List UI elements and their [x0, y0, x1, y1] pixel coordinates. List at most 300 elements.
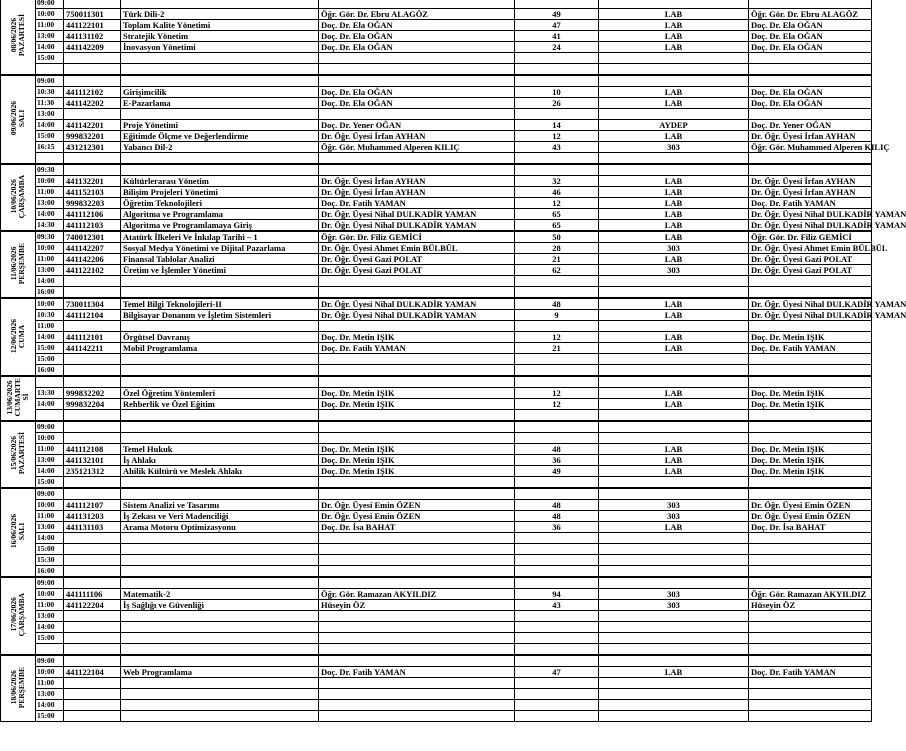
exam-time: 11:00: [36, 600, 64, 611]
schedule-row: [1, 511, 872, 522]
course-code: 441152103: [64, 187, 121, 198]
supervisor: [749, 544, 872, 555]
course-code: [64, 276, 121, 287]
exam-room: [599, 622, 749, 633]
course-code: [64, 164, 121, 176]
student-count: 12: [515, 332, 599, 343]
student-count: [515, 577, 599, 589]
exam-time: 10:00: [36, 500, 64, 511]
course-code: [64, 64, 121, 76]
course-name: [121, 633, 319, 644]
course-name: [121, 153, 319, 165]
course-name: [121, 321, 319, 332]
student-count: [515, 0, 599, 9]
supervisor: [749, 488, 872, 500]
exam-room: [599, 611, 749, 622]
exam-time: 09:00: [36, 488, 64, 500]
student-count: 41: [515, 31, 599, 42]
schedule-row: [1, 555, 872, 566]
student-count: 49: [515, 466, 599, 477]
instructor: [319, 544, 515, 555]
supervisor: [749, 433, 872, 444]
supervisor: [749, 365, 872, 377]
schedule-row: [1, 500, 872, 511]
supervisor: Öğr. Gör. Dr. Filiz GEMİCİ: [749, 231, 872, 243]
course-name: Finansal Tablolar Analizi: [121, 254, 319, 265]
schedule-row: [1, 365, 872, 377]
schedule-row: [1, 433, 872, 444]
course-code: 999832201: [64, 131, 121, 142]
student-count: 9: [515, 310, 599, 321]
instructor: Dr. Öğr. Üyesi Nihal DULKADİR YAMAN: [319, 298, 515, 310]
student-count: [515, 655, 599, 667]
instructor: [319, 109, 515, 120]
schedule-row: [1, 42, 872, 53]
exam-room: 303: [599, 142, 749, 153]
course-code: 999832202: [64, 388, 121, 399]
supervisor: [749, 164, 872, 176]
supervisor: [749, 678, 872, 689]
schedule-row: [1, 444, 872, 455]
student-count: 49: [515, 9, 599, 20]
course-code: [64, 577, 121, 589]
student-count: 24: [515, 42, 599, 53]
course-code: 441131103: [64, 522, 121, 533]
day-label: 08/06/2026 PAZARTESİ: [9, 13, 26, 57]
course-name: [121, 365, 319, 377]
student-count: 36: [515, 455, 599, 466]
exam-room: [599, 276, 749, 287]
schedule-row: [1, 298, 872, 310]
schedule-row: [1, 611, 872, 622]
exam-room: 303: [599, 600, 749, 611]
exam-room: [599, 655, 749, 667]
supervisor: Doç. Dr. Ela OĞAN: [749, 87, 872, 98]
course-code: 441112103: [64, 220, 121, 232]
course-name: Atatürk İlkeleri Ve İnkılap Tarihi – 1: [121, 231, 319, 243]
course-code: 441131203: [64, 511, 121, 522]
exam-time: 13:00: [36, 611, 64, 622]
schedule-row: [1, 198, 872, 209]
course-code: 431212301: [64, 142, 121, 153]
course-name: [121, 421, 319, 433]
course-code: 441142211: [64, 343, 121, 354]
student-count: [515, 488, 599, 500]
exam-room: [599, 109, 749, 120]
supervisor: [749, 354, 872, 365]
supervisor: Dr. Öğr. Üyesi Nihal DULKADİR YAMAN: [749, 220, 872, 232]
student-count: [515, 700, 599, 711]
exam-time: 10:00: [36, 589, 64, 600]
course-code: 441122101: [64, 20, 121, 31]
supervisor: [749, 566, 872, 578]
course-name: İş Ahlakı: [121, 455, 319, 466]
exam-time: 10:00: [36, 298, 64, 310]
schedule-row: [1, 477, 872, 489]
instructor: Dr. Öğr. Üyesi Nihal DULKADİR YAMAN: [319, 220, 515, 232]
schedule-row: [1, 287, 872, 299]
supervisor: [749, 533, 872, 544]
student-count: [515, 321, 599, 332]
student-count: [515, 354, 599, 365]
schedule-row: [1, 488, 872, 500]
schedule-row: [1, 64, 872, 76]
course-code: [64, 689, 121, 700]
course-name: [121, 700, 319, 711]
supervisor: [749, 477, 872, 489]
instructor: [319, 633, 515, 644]
course-name: Örgütsel Davranış: [121, 332, 319, 343]
course-name: [121, 376, 319, 388]
course-name: Proje Yönetimi: [121, 120, 319, 131]
instructor: Doç. Dr. İsa BAHAT: [319, 522, 515, 533]
course-name: Stratejik Yönetim: [121, 31, 319, 42]
exam-room: 303: [599, 589, 749, 600]
instructor: Öğr. Gör. Muhammed Alperen KILIÇ: [319, 142, 515, 153]
course-code: [64, 711, 121, 722]
course-code: 750011301: [64, 9, 121, 20]
student-count: 12: [515, 131, 599, 142]
course-code: [64, 655, 121, 667]
exam-time: 15:00: [36, 544, 64, 555]
student-count: 43: [515, 600, 599, 611]
exam-time: 14:00: [36, 399, 64, 410]
student-count: [515, 633, 599, 644]
supervisor: [749, 64, 872, 76]
course-code: [64, 477, 121, 489]
student-count: [515, 555, 599, 566]
exam-time: 15:00: [36, 131, 64, 142]
supervisor: Dr. Öğr. Üyesi Nihal DULKADİR YAMAN: [749, 298, 872, 310]
student-count: [515, 711, 599, 722]
schedule-row: [1, 321, 872, 332]
course-code: 441142202: [64, 98, 121, 109]
exam-room: [599, 689, 749, 700]
instructor: Doç. Dr. Metin IŞIK: [319, 455, 515, 466]
student-count: [515, 75, 599, 87]
exam-room: [599, 633, 749, 644]
exam-room: LAB: [599, 98, 749, 109]
student-count: [515, 477, 599, 489]
schedule-row: [1, 20, 872, 31]
course-name: [121, 533, 319, 544]
supervisor: Dr. Öğr. Üyesi İrfan AYHAN: [749, 176, 872, 187]
exam-room: [599, 164, 749, 176]
instructor: [319, 678, 515, 689]
course-code: [64, 354, 121, 365]
supervisor: [749, 644, 872, 656]
schedule-row: [1, 455, 872, 466]
instructor: Doç. Dr. Metin IŞIK: [319, 399, 515, 410]
exam-room: [599, 376, 749, 388]
schedule-row: [1, 153, 872, 165]
course-name: [121, 433, 319, 444]
day-label: 18/06/2026 PERŞEMBE: [9, 666, 26, 709]
instructor: Doç. Dr. Metin IŞIK: [319, 388, 515, 399]
course-code: [64, 533, 121, 544]
course-code: [64, 678, 121, 689]
course-name: Algoritma ve Programlamaya Giriş: [121, 220, 319, 232]
schedule-row: [1, 600, 872, 611]
instructor: Dr. Öğr. Üyesi Ahmet Emin BÜLBÜL: [319, 243, 515, 254]
student-count: 65: [515, 220, 599, 232]
day-label: 10/06/2026 ÇARŞAMBA: [9, 174, 26, 219]
exam-time: 11:00: [36, 511, 64, 522]
schedule-row: [1, 243, 872, 254]
exam-room: LAB: [599, 298, 749, 310]
supervisor: Doç. Dr. Metin IŞIK: [749, 332, 872, 343]
course-code: [64, 321, 121, 332]
supervisor: [749, 321, 872, 332]
exam-room: LAB: [599, 31, 749, 42]
exam-room: LAB: [599, 388, 749, 399]
course-name: [121, 75, 319, 87]
exam-time: 14:00: [36, 700, 64, 711]
student-count: [515, 164, 599, 176]
exam-room: 303: [599, 511, 749, 522]
instructor: [319, 410, 515, 422]
supervisor: Doç. Dr. Fatih YAMAN: [749, 198, 872, 209]
course-name: Web Programlama: [121, 667, 319, 678]
exam-room: 303: [599, 500, 749, 511]
course-name: [121, 164, 319, 176]
schedule-row: [1, 678, 872, 689]
exam-time: 16:00: [36, 365, 64, 377]
instructor: Doç. Dr. Ela OĞAN: [319, 31, 515, 42]
instructor: [319, 421, 515, 433]
exam-room: [599, 577, 749, 589]
course-name: [121, 287, 319, 299]
course-name: Kültürlerarası Yönetim: [121, 176, 319, 187]
exam-room: LAB: [599, 9, 749, 20]
exam-room: [599, 488, 749, 500]
supervisor: [749, 633, 872, 644]
instructor: [319, 477, 515, 489]
schedule-row: [1, 142, 872, 153]
schedule-row: [1, 667, 872, 678]
supervisor: [749, 655, 872, 667]
course-code: 999832203: [64, 198, 121, 209]
day-label: 17/06/2026 ÇARŞAMBA: [9, 593, 26, 637]
instructor: [319, 644, 515, 656]
exam-room: [599, 711, 749, 722]
schedule-row: [1, 254, 872, 265]
day-label-cell: [1, 164, 36, 231]
course-code: 441112108: [64, 444, 121, 455]
course-code: 441142207: [64, 243, 121, 254]
exam-time: 13:00: [36, 31, 64, 42]
course-code: [64, 376, 121, 388]
exam-time: 14:00: [36, 120, 64, 131]
instructor: [319, 276, 515, 287]
supervisor: Dr. Öğr. Üyesi İrfan AYHAN: [749, 131, 872, 142]
schedule-row: [1, 120, 872, 131]
schedule-row: [1, 265, 872, 276]
schedule-row: [1, 622, 872, 633]
student-count: 43: [515, 142, 599, 153]
supervisor: [749, 577, 872, 589]
student-count: [515, 611, 599, 622]
supervisor: Öğr. Gör. Dr. Ebru ALAGÖZ: [749, 9, 872, 20]
exam-time: 15:00: [36, 633, 64, 644]
instructor: [319, 64, 515, 76]
instructor: [319, 321, 515, 332]
exam-time: 15:00: [36, 343, 64, 354]
course-code: [64, 633, 121, 644]
schedule-row: [1, 466, 872, 477]
exam-room: LAB: [599, 176, 749, 187]
exam-time: 10:30: [36, 87, 64, 98]
schedule-row: [1, 209, 872, 220]
exam-room: [599, 555, 749, 566]
exam-time: 16:15: [36, 142, 64, 153]
course-name: İş Sağlığı ve Güvenliği: [121, 600, 319, 611]
student-count: [515, 544, 599, 555]
instructor: Dr. Öğr. Üyesi İrfan AYHAN: [319, 131, 515, 142]
course-name: [121, 354, 319, 365]
supervisor: Doç. Dr. Metin IŞIK: [749, 455, 872, 466]
course-name: E-Pazarlama: [121, 98, 319, 109]
exam-time: [36, 376, 64, 388]
schedule-row: [1, 343, 872, 354]
student-count: 28: [515, 243, 599, 254]
instructor: [319, 153, 515, 165]
day-label-cell: [1, 231, 36, 298]
schedule-row: [1, 0, 872, 9]
instructor: Öğr. Gör. Ramazan AKYILDIZ: [319, 589, 515, 600]
exam-room: [599, 433, 749, 444]
supervisor: [749, 376, 872, 388]
supervisor: Doç. Dr. Fatih YAMAN: [749, 343, 872, 354]
course-name: Bilgisayar Donanım ve İşletim Sistemleri: [121, 310, 319, 321]
supervisor: Dr. Öğr. Üyesi Gazi POLAT: [749, 265, 872, 276]
supervisor: Doç. Dr. Fatih YAMAN: [749, 667, 872, 678]
instructor: Doç. Dr. Ela OĞAN: [319, 42, 515, 53]
day-label-cell: [1, 655, 36, 722]
exam-room: [599, 544, 749, 555]
course-name: [121, 566, 319, 578]
course-name: Üretim ve İşlemler Yönetimi: [121, 265, 319, 276]
course-name: [121, 544, 319, 555]
exam-room: 303: [599, 243, 749, 254]
course-code: 441112102: [64, 87, 121, 98]
exam-room: LAB: [599, 231, 749, 243]
schedule-row: [1, 176, 872, 187]
exam-room: [599, 64, 749, 76]
instructor: [319, 0, 515, 9]
supervisor: [749, 611, 872, 622]
course-code: 441142201: [64, 120, 121, 131]
exam-time: 13:00: [36, 109, 64, 120]
course-code: [64, 622, 121, 633]
exam-time: 15:30: [36, 555, 64, 566]
course-name: Yabancı Dil-2: [121, 142, 319, 153]
exam-room: [599, 354, 749, 365]
exam-time: 10:00: [36, 433, 64, 444]
student-count: [515, 53, 599, 64]
student-count: [515, 689, 599, 700]
supervisor: Doç. Dr. Ela OĞAN: [749, 42, 872, 53]
day-label-cell: [1, 376, 36, 421]
supervisor: [749, 109, 872, 120]
schedule-row: [1, 410, 872, 422]
course-code: 441122104: [64, 667, 121, 678]
instructor: [319, 287, 515, 299]
course-name: [121, 655, 319, 667]
day-label: 12/06/2026 CUMA: [9, 318, 26, 354]
student-count: [515, 678, 599, 689]
student-count: 94: [515, 589, 599, 600]
exam-room: [599, 287, 749, 299]
exam-room: [599, 153, 749, 165]
student-count: 26: [515, 98, 599, 109]
course-code: 441142206: [64, 254, 121, 265]
day-label: 13/06/2026 CUMARTE Sİ: [5, 378, 30, 417]
day-label-cell: [1, 488, 36, 577]
course-code: 740012301: [64, 231, 121, 243]
exam-room: LAB: [599, 343, 749, 354]
exam-time: [36, 153, 64, 165]
course-name: Algoritma ve Programlama: [121, 209, 319, 220]
supervisor: Doç. Dr. İsa BAHAT: [749, 522, 872, 533]
course-code: [64, 410, 121, 422]
supervisor: [749, 689, 872, 700]
exam-time: 13:00: [36, 689, 64, 700]
student-count: 50: [515, 231, 599, 243]
exam-time: 09:00: [36, 0, 64, 9]
instructor: Doç. Dr. Ela OĞAN: [319, 87, 515, 98]
exam-room: LAB: [599, 87, 749, 98]
exam-time: 10:00: [36, 243, 64, 254]
schedule-row: [1, 9, 872, 20]
course-code: [64, 421, 121, 433]
supervisor: Dr. Öğr. Üyesi Ahmet Emin BÜLBÜL: [749, 243, 872, 254]
schedule-row: [1, 231, 872, 243]
supervisor: [749, 410, 872, 422]
instructor: Doç. Dr. Fatih YAMAN: [319, 198, 515, 209]
student-count: 48: [515, 298, 599, 310]
student-count: [515, 64, 599, 76]
course-code: 441111106: [64, 589, 121, 600]
course-code: [64, 0, 121, 9]
exam-room: LAB: [599, 522, 749, 533]
exam-time: 14:00: [36, 332, 64, 343]
exam-room: LAB: [599, 198, 749, 209]
exam-room: LAB: [599, 455, 749, 466]
instructor: Doç. Dr. Ela OĞAN: [319, 20, 515, 31]
course-name: [121, 53, 319, 64]
student-count: 47: [515, 667, 599, 678]
course-code: 441112107: [64, 500, 121, 511]
student-count: 10: [515, 87, 599, 98]
student-count: 46: [515, 187, 599, 198]
exam-room: LAB: [599, 209, 749, 220]
supervisor: Doç. Dr. Metin IŞIK: [749, 399, 872, 410]
course-code: 441142209: [64, 42, 121, 53]
supervisor: [749, 287, 872, 299]
course-code: [64, 555, 121, 566]
course-name: Ahilik Kültürü ve Meslek Ahlakı: [121, 466, 319, 477]
supervisor: [749, 0, 872, 9]
supervisor: [749, 276, 872, 287]
supervisor: Öğr. Gör. Muhammed Alperen KILIÇ: [749, 142, 872, 153]
schedule-row: [1, 700, 872, 711]
exam-time: 14:00: [36, 42, 64, 53]
day-label: 15/06/2026 PAZARTESİ: [9, 432, 26, 475]
supervisor: Doç. Dr. Metin IŞIK: [749, 466, 872, 477]
course-name: Sistem Analizi ve Tasarımı: [121, 500, 319, 511]
course-name: [121, 109, 319, 120]
